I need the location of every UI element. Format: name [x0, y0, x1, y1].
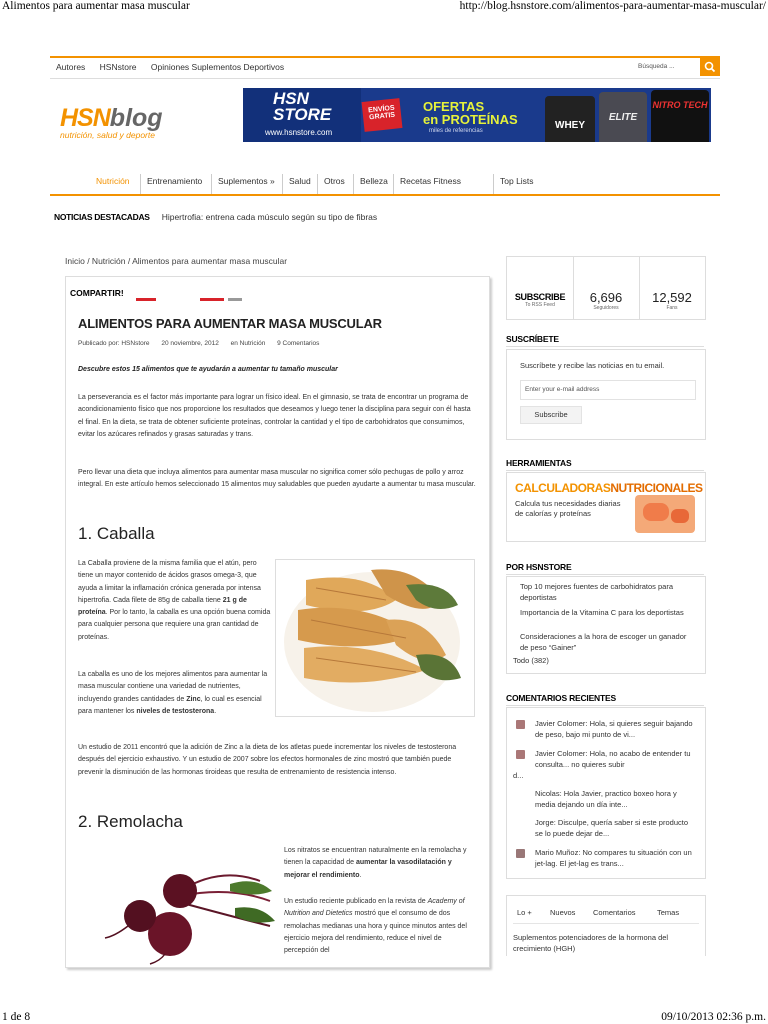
meta-author[interactable]: Publicado por: HSNstore — [78, 340, 150, 347]
nav-accent-line — [50, 194, 90, 196]
avatar — [516, 720, 525, 729]
followers-stat[interactable]: 6,696 Seguidores — [573, 257, 640, 319]
news-ticker — [54, 212, 377, 222]
search-button[interactable] — [700, 58, 720, 76]
calc-title: CALCULADORASNUTRICIONALES — [515, 481, 703, 495]
meta-comments[interactable]: 9 Comentarios — [277, 340, 320, 347]
section-heading: 2. Remolacha — [78, 812, 183, 831]
tab-nuevos[interactable]: Nuevos — [550, 908, 576, 917]
article-lead: Descubre estos 15 alimentos que te ayudarán a aumentar tu tamaño muscular — [78, 366, 338, 373]
product-whey: WHEY — [545, 96, 595, 142]
banner-miles: miles de referencias — [429, 128, 483, 134]
calculadoras-banner[interactable] — [506, 472, 706, 542]
share-button-2[interactable] — [200, 298, 224, 301]
subscribe-text: Suscríbete y recibe las noticias en tu email. — [520, 361, 665, 370]
share-button-3[interactable] — [228, 298, 242, 301]
caballa-paragraph-2: La caballa es uno de los mejores alimentos para aumentar la masa muscular contiene una variedad de nutrientes, incluyendo grandes cantidades de Zinc, lo cual es esencial para mantener los niveles de testosterona. — [78, 671, 268, 715]
list-item[interactable]: Top 10 mejores fuentes de carbohidratos para deportistas — [520, 582, 674, 602]
banner-url: www.hsnstore.com — [265, 128, 333, 137]
search-input[interactable]: Búsqueda ... — [638, 63, 675, 70]
comments-box — [506, 707, 706, 879]
article-paragraph: La perseverancia es el factor más importante para lograr un físico ideal. En el gimnasio, se trata de encontrar un programa de acondicionamiento físico que nos proporcione los resultados que deseamos y luego tener la disciplina para seguir con él hasta el final. En la dieta, se trata de obtener suficiente proteínas, controlar la cantidad y el tipo de carbohidratos que consumimos, evitar los azúcares refinados y grasas saturadas y trans. — [78, 394, 471, 438]
store-banner[interactable] — [243, 88, 711, 142]
logo-hsn: HSN — [60, 104, 110, 132]
avatar — [516, 750, 525, 759]
divider — [506, 470, 704, 471]
top-nav-autores[interactable]: Autores — [56, 62, 86, 72]
salmon-slice — [671, 509, 689, 523]
product-nitro: NITRO TECH — [651, 90, 709, 142]
list-item[interactable]: Suplementos potenciadores de la hormona del crecimiento (HGH) — [513, 933, 669, 953]
product-elite: ELITE — [599, 92, 647, 142]
nav-belleza[interactable]: Belleza — [353, 174, 394, 194]
nav-top-lists[interactable]: Top Lists — [493, 174, 540, 194]
tab-comentarios[interactable]: Comentarios — [593, 908, 636, 917]
divider — [506, 574, 704, 575]
list-item[interactable]: Consideraciones a la hora de escoger un ganador de peso “Gainer” — [520, 632, 687, 652]
mackerel-illustration — [276, 560, 474, 716]
beet-illustration — [80, 846, 278, 966]
page-number: 1 de 8 — [2, 1011, 31, 1023]
banner-ofertas: OFERTAS en PROTEÍNAS — [423, 99, 518, 127]
top-nav — [56, 62, 296, 72]
remolacha-paragraph-2: Un estudio reciente publicado en la revista de Academy of Nutrition and Dietetics mostró que el consumo de dos remolachas medianas una hora y quince minutos antes del ejercicio mejora del rendimiento, reduce el nivel de percepción del — [284, 898, 467, 955]
mackerel-image — [275, 559, 475, 717]
main-nav — [90, 168, 720, 196]
tab-bar — [507, 896, 705, 932]
meta-date: 20 noviembre, 2012 — [161, 340, 219, 347]
print-datetime: 09/10/2013 02:36 p.m. — [661, 1011, 766, 1023]
divider — [506, 705, 704, 706]
fans-stat[interactable]: 12,592 Fans — [652, 290, 692, 311]
comment-item[interactable]: Mario Muñoz: No compares tu situación con un jet-lag. El jet-lag es trans... — [535, 848, 692, 868]
porhsn-box — [506, 576, 706, 674]
remolacha-paragraph-1: Los nitratos se encuentran naturalmente en la remolacha y tienen la capacidad de aumentar la vasodilatación y mejorar el rendimiento. — [284, 847, 467, 879]
popular-tabs — [506, 895, 706, 956]
calc-text: Calcula tus necesidades diarias de calorías y proteínas — [515, 499, 621, 518]
print-footer — [0, 1011, 768, 1024]
logo-tagline: nutrición, salud y deporte — [60, 130, 155, 140]
section-heading: 1. Caballa — [78, 524, 155, 543]
suscribete-title: SUSCRÍBETE — [506, 334, 559, 344]
print-url: http://blog.hsnstore.com/alimentos-para-aumentar-masa-muscular/ — [459, 0, 766, 12]
top-bar — [50, 56, 720, 79]
nav-entrenamiento[interactable]: Entrenamiento — [140, 174, 208, 194]
social-stats — [506, 256, 706, 320]
share-label: COMPARTIR! — [70, 288, 124, 298]
list-item[interactable]: Importancia de la Vitamina C para los deportistas — [520, 608, 684, 617]
avatar — [516, 849, 525, 858]
article-title: ALIMENTOS PARA AUMENTAR MASA MUSCULAR — [78, 316, 382, 331]
site-logo[interactable] — [60, 104, 163, 140]
email-field[interactable]: Enter your e-mail address — [520, 380, 696, 400]
nav-otros[interactable]: Otros — [317, 174, 351, 194]
salmon-slice — [643, 503, 669, 521]
salmon-image — [635, 495, 695, 533]
subscribe-button[interactable]: Subscribe — [520, 406, 582, 424]
share-button-1[interactable] — [136, 298, 156, 301]
comment-item[interactable]: Nicolas: Hola Javier, practico boxeo hora y media dejando un día inte... — [535, 789, 677, 809]
tab-temas[interactable]: Temas — [657, 908, 680, 917]
divider — [506, 346, 704, 347]
logo-blog: blog — [109, 104, 163, 132]
top-nav-opiniones[interactable]: Opiniones Suplementos Deportivos — [150, 62, 285, 72]
beet-image — [80, 846, 278, 966]
article-meta — [78, 340, 329, 347]
subscribe-box — [506, 349, 706, 440]
comment-item[interactable]: Jorge: Disculpe, quería saber si este producto se lo puede dejar de... — [535, 818, 688, 838]
news-link[interactable]: Hipertrofia: entrena cada músculo según su tipo de fibras — [161, 212, 378, 222]
herramientas-title: HERRAMIENTAS — [506, 458, 572, 468]
nav-nutricion[interactable]: Nutrición — [96, 176, 130, 186]
nav-suplementos[interactable]: Suplementos » — [211, 174, 281, 194]
article-paragraph: Pero llevar una dieta que incluya alimentos para aumentar masa muscular no significa comer sólo pechugas de pollo y arroz integral. En este artículo hemos seleccionado 15 alimentos muy saludables que pueden ayudarte a aumentar tu masa muscular. — [78, 469, 476, 489]
subscribe-rss[interactable]: SUBSCRIBE To RSS Feed — [507, 257, 574, 319]
article-paragraph: Un estudio de 2011 encontró que la adición de Zinc a la dieta de los atletas puede incrementar los niveles de testosterona después del ejercicio exhaustivo. Y un estudio de 2007 sobre los efectos hormonales de zinc mostró que también puede prevenir la disminución de las hormonas tiroideas que resulta de entrenamiento de resistencia intenso. — [78, 744, 457, 776]
porhsn-title: POR HSNSTORE — [506, 562, 572, 572]
caballa-paragraph-1: La Caballa proviene de la misma familia que el atún, pero tiene un mayor contenido de ácidos grasos omega-3, que ayuda a limitar la inflamación crónica generada por intensa hipertrofia. Cada filete de 85g de caballa tiene 21 g de proteína. Por lo tanto, la caballa es una opción buena comida para cualquier persona que requiere una gran cantidad de proteínas. — [78, 560, 271, 641]
search-icon — [700, 58, 720, 76]
meta-category[interactable]: en Nutrición — [230, 340, 266, 347]
breadcrumb[interactable]: Inicio / Nutrición / Alimentos para aumentar masa muscular — [65, 256, 288, 266]
top-nav-hsnstore[interactable]: HSNstore — [99, 62, 137, 72]
comment-continuation: d... — [513, 771, 524, 780]
nav-recetas[interactable]: Recetas Fitness — [393, 174, 467, 194]
comentarios-title: COMENTARIOS RECIENTES — [506, 693, 616, 703]
print-header — [0, 0, 768, 14]
comment-item[interactable]: Javier Colomer: Hola, no acabo de entender tu consulta... no quieres subir — [535, 749, 691, 769]
all-posts-link[interactable]: Todo (382) — [513, 656, 549, 665]
nav-salud[interactable]: Salud — [282, 174, 317, 194]
comment-item[interactable]: Javier Colomer: Hola, si quieres seguir bajando de peso, bajo mi punto de vi... — [535, 719, 693, 739]
tab-lo-mas[interactable]: Lo + — [517, 908, 532, 917]
banner-envios-badge: ENVÍOS GRATIS — [362, 98, 403, 132]
banner-store: HSN STORE — [273, 89, 332, 124]
news-label: NOTICIAS DESTACADAS — [54, 212, 150, 222]
tab-divider — [513, 923, 699, 924]
print-title: Alimentos para aumentar masa muscular — [2, 0, 190, 12]
